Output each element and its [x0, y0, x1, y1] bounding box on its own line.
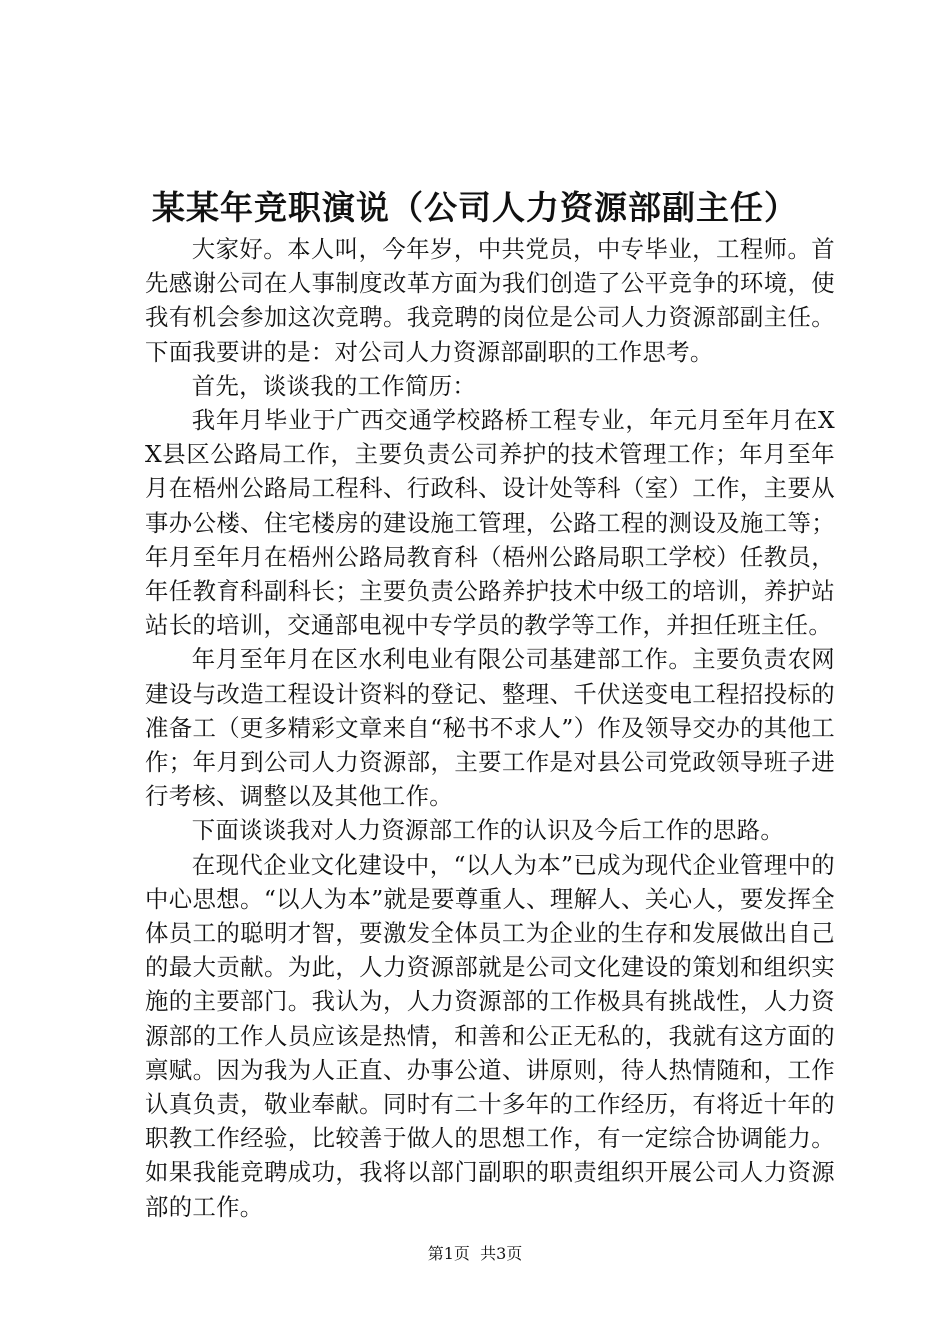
paragraph-intro: 大家好。本人叫，今年岁，中共党员，中专毕业，工程师。首先感谢公司在人事制度改革方面为我们创造了公平竞争的环境，使我有机会参加这次竞聘。我竞聘的岗位是公司人力资源部副主任。下面我要讲的是：对公司人力资源部副职的工作思考。: [145, 235, 835, 366]
paragraph-people-oriented: 在现代企业文化建设中，“以人为本”已成为现代企业管理中的中心思想。“以人为本”就是要尊重人、理解人、关心人，要发挥全体员工的聪明才智，要激发全体员工为企业的生存和发展做出自己的最大贡献。为此，人力资源部就是公司文化建设的策划和组织实施的主要部门。我认为，人力资源部的工作极具有挑战性，人力资源部的工作人员应该是热情，和善和公正无私的，我就有这方面的禀赋。因为我为人正直、办事公道、讲原则，待人热情随和，工作认真负责，敬业奉献。同时有二十多年的工作经历，有将近十年的职教工作经验，比较善于做人的思想工作，有一定综合协调能力。如果我能竞聘成功，我将以部门副职的职责组织开展公司人力资源部的工作。: [145, 850, 835, 1221]
paragraph-resume-detail: 我年月毕业于广西交通学校路桥工程专业，年元月至年月在XX县区公路局工作，主要负责公司养护的技术管理工作；年月至年月在梧州公路局工程科、行政科、设计处等科（室）工作，主要从事办公楼、住宅楼房的建设施工管理，公路工程的测设及施工等；年月至年月在梧州公路局教育科（梧州公路局职工学校）任教员，年任教育科副科长；主要负责公路养护技术中级工的培训，养护站站长的培训，交通部电视中专学员的教学等工作，并担任班主任。: [145, 406, 835, 640]
page-footer: 第1页 共3页: [427, 1244, 523, 1263]
paragraph-understanding-heading: 下面谈谈我对人力资源部工作的认识及今后工作的思路。: [191, 816, 785, 845]
paragraph-water-company: 年月至年月在区水利电业有限公司基建部工作。主要负责农网建设与改造工程设计资料的登记、整理、千伏送变电工程招投标的准备工（更多精彩文章来自“秘书不求人”）作及领导交办的其他工作；年月到公司人力资源部，主要工作是对县公司党政领导班子进行考核、调整以及其他工作。: [145, 645, 835, 811]
document-title: 某某年竞职演说（公司人力资源部副主任）: [152, 188, 798, 227]
document-body: [145, 232, 835, 1224]
paragraph-resume-heading: 首先，谈谈我的工作简历：: [191, 371, 477, 400]
